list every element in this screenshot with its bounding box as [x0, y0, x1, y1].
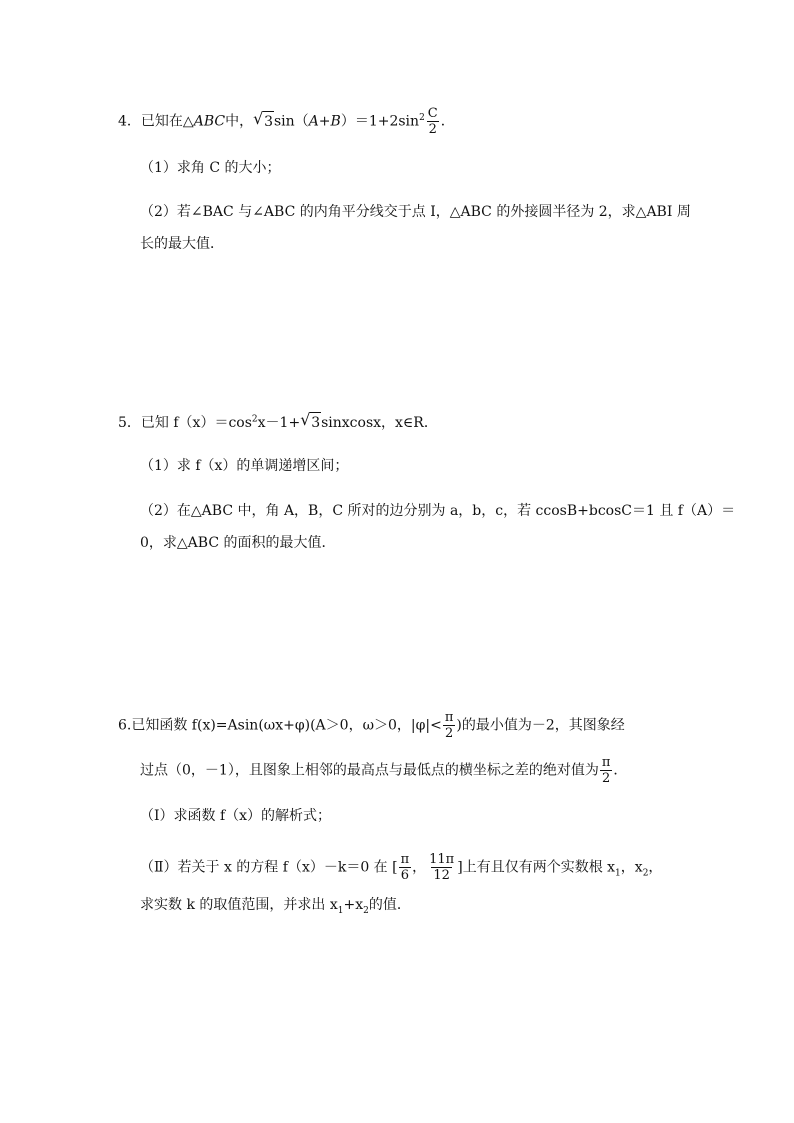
- q4-part1: （1）求角 C 的大小；: [140, 160, 281, 176]
- q5-part2-line1: （2）在△ABC 中，角 A，B，C 所对的边分别为 a，b，c，若 ccosB+bcosC＝1 且 f（A）＝: [140, 503, 736, 519]
- fraction: $\frac{\pi}{6}$: [400, 852, 410, 883]
- q6-stem-line2: 过点（0，－1），且图象上相邻的最高点与最低点的横坐标之差的绝对值为 $\frac{\pi}{2}$ ．: [140, 755, 628, 786]
- q4-part2-line1: （2）若∠BAC 与∠ABC 的内角平分线交于点 I，△ABC 的外接圆半径为 2，求△ABI 周: [140, 204, 691, 220]
- fraction: $\frac{C}{2}$: [427, 106, 438, 137]
- q4-part2-line2: 长的最大值．: [140, 236, 224, 252]
- fraction: $\frac{\pi}{2}$: [601, 755, 611, 786]
- q5-part2-line2: 0，求△ABC 的面积的最大值．: [140, 535, 336, 551]
- q5-stem: 5．已知 $f(x)=\cos^2x-1+√$ 3sinxcosx，x∈R．: [118, 412, 438, 433]
- q6-part2-line1: （Ⅱ）若关于 x 的方程 f（x）－k＝0 在 [ $\frac{\pi}{6}$ ， $\frac{11\pi}{12}$ ]上有且仅有两个实数根 $x_1$，$x_2$，: [140, 852, 663, 883]
- q4-number: 4．: [118, 113, 141, 130]
- sqrt-symbol: √ 3: [300, 412, 321, 433]
- q5-part1: （1）求 f（x）的单调递增区间；: [140, 458, 349, 474]
- q6-stem-line1: 6.已知函数 f(x)=Asin(ωx+φ)(A＞0，ω＞0，|φ|< $\frac{\pi}{2}$ )的最小值为－2，其图象经: [118, 710, 625, 741]
- fraction: $\frac{\pi}{2}$: [444, 710, 454, 741]
- q4-stem: 4．已知在△ABC中，√ $3\sin(A+B)=1+2\sin^2$ $\frac{C}{2}$ ．: [118, 106, 455, 137]
- sqrt-symbol: √ 3: [253, 111, 274, 132]
- q6-part1: （Ⅰ）求函数 f（x）的解析式；: [140, 808, 332, 824]
- fraction: $\frac{11\pi}{12}$: [429, 852, 455, 883]
- q6-part2-line2: 求实数 k 的取值范围，并求出 $x_1+x_2$的值．: [140, 897, 411, 916]
- q5-number: 5．: [118, 415, 141, 431]
